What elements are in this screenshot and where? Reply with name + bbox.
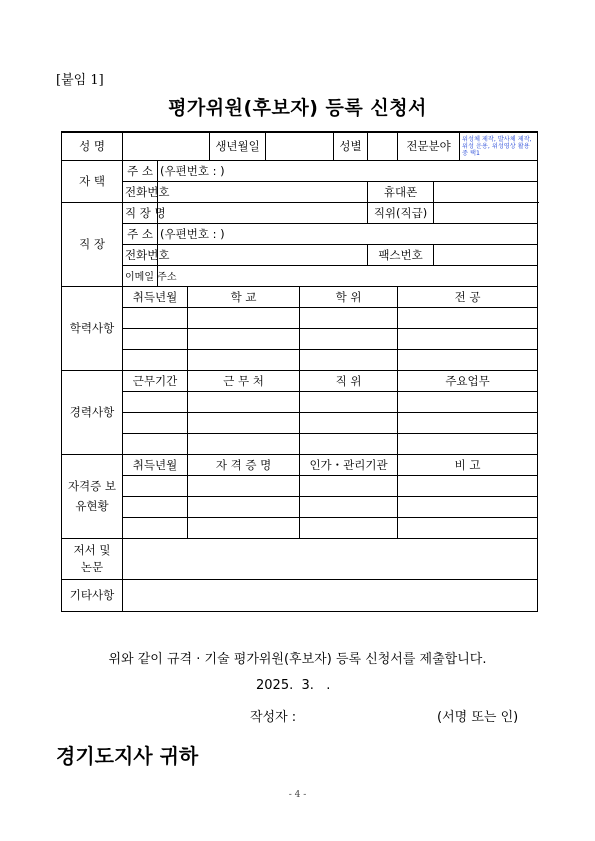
education-label: 학력사항 bbox=[62, 286, 123, 370]
career-label: 경력사항 bbox=[62, 370, 123, 454]
license-header-name: 자 격 증 명 bbox=[188, 454, 300, 475]
name-value[interactable] bbox=[123, 132, 210, 160]
addressee: 경기도지사 귀하 bbox=[56, 744, 199, 768]
license-label: 자격증 보유현황 bbox=[62, 454, 123, 538]
table-row bbox=[62, 307, 538, 328]
work-phone-label: 전화번호 bbox=[123, 244, 158, 265]
table-row bbox=[62, 349, 538, 370]
table-row bbox=[62, 328, 538, 349]
signature-label: (서명 또는 인) bbox=[437, 710, 519, 725]
gender-label: 성별 bbox=[334, 132, 368, 160]
education-header-major: 전 공 bbox=[398, 286, 538, 307]
table-row bbox=[62, 517, 538, 538]
email-label: 이메일 주소 bbox=[123, 265, 158, 286]
position-label: 직위(직급) bbox=[368, 202, 434, 223]
etc-value[interactable] bbox=[123, 579, 538, 611]
career-header-workplace: 근 무 처 bbox=[188, 370, 300, 391]
position-value[interactable] bbox=[434, 202, 538, 223]
mobile-label: 휴대폰 bbox=[368, 181, 434, 202]
company-label: 직 장 명 bbox=[123, 202, 158, 223]
company-value[interactable] bbox=[158, 202, 368, 223]
work-phone-value[interactable] bbox=[158, 244, 368, 265]
table-row bbox=[62, 496, 538, 517]
work-address-label: 주 소 bbox=[123, 223, 158, 244]
home-postal[interactable]: (우편번호 : ) bbox=[158, 160, 538, 181]
birth-label: 생년월일 bbox=[210, 132, 266, 160]
work-label: 직 장 bbox=[62, 202, 123, 286]
gender-value[interactable] bbox=[368, 132, 398, 160]
table-row bbox=[62, 391, 538, 412]
home-label: 자 택 bbox=[62, 160, 123, 202]
attachment-label: [붙임 1] bbox=[56, 73, 104, 88]
career-header-duties: 주요업무 bbox=[398, 370, 538, 391]
home-address-label: 주 소 bbox=[123, 160, 158, 181]
papers-value[interactable] bbox=[123, 538, 538, 579]
education-header-school: 학 교 bbox=[188, 286, 300, 307]
etc-label: 기타사항 bbox=[62, 579, 123, 611]
birth-value[interactable] bbox=[266, 132, 334, 160]
mobile-value[interactable] bbox=[434, 181, 538, 202]
work-postal[interactable]: (우편번호 : ) bbox=[158, 223, 538, 244]
education-header-date: 취득년월 bbox=[123, 286, 188, 307]
page-number: - 4 - bbox=[288, 790, 307, 800]
field-note: 위성체 제작, 발사체 제작, 위성 운용, 위성영상 활용 중 택1 bbox=[460, 132, 538, 160]
license-header-agency: 인가・관리기관 bbox=[300, 454, 398, 475]
papers-label: 저서 및 논문 bbox=[62, 538, 123, 579]
license-header-note: 비 고 bbox=[398, 454, 538, 475]
home-phone-label: 전화번호 bbox=[123, 181, 158, 202]
submission-date: 2025. 3. . bbox=[256, 678, 331, 693]
writer-label: 작성자 : bbox=[250, 710, 297, 725]
career-header-position: 직 위 bbox=[300, 370, 398, 391]
fax-label: 팩스번호 bbox=[368, 244, 434, 265]
career-header-period: 근무기간 bbox=[123, 370, 188, 391]
registration-form-table bbox=[61, 131, 538, 612]
license-header-date: 취득년월 bbox=[123, 454, 188, 475]
name-label: 성 명 bbox=[62, 132, 123, 160]
field-label: 전문분야 bbox=[398, 132, 460, 160]
table-row bbox=[62, 475, 538, 496]
email-value[interactable] bbox=[158, 265, 538, 286]
fax-value[interactable] bbox=[434, 244, 538, 265]
home-phone-value[interactable] bbox=[158, 181, 368, 202]
table-row bbox=[62, 433, 538, 454]
form-title: 평가위원(후보자) 등록 신청서 bbox=[168, 97, 427, 119]
education-header-degree: 학 위 bbox=[300, 286, 398, 307]
submission-statement: 위와 같이 규격 · 기술 평가위원(후보자) 등록 신청서를 제출합니다. bbox=[108, 652, 487, 667]
table-row bbox=[62, 412, 538, 433]
